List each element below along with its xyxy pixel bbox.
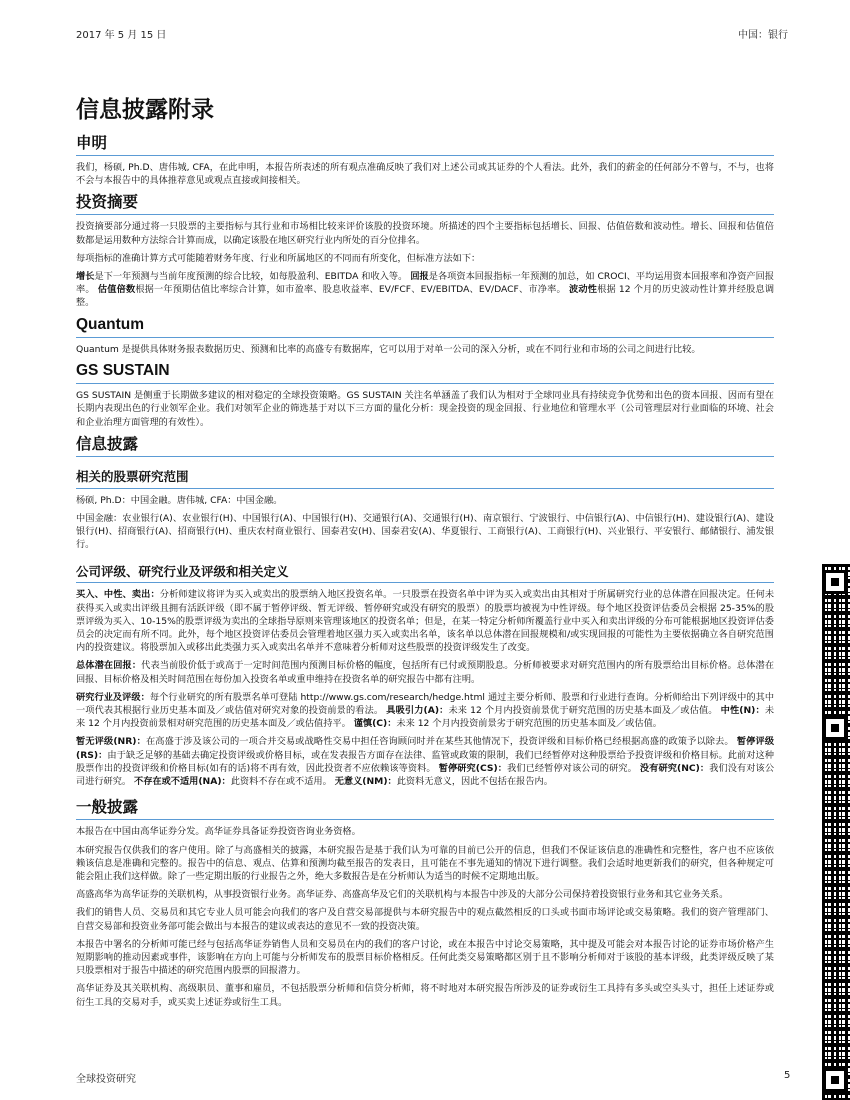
neutral-label: 中性(N)： [720, 705, 765, 717]
page-number: 5 [784, 1070, 791, 1081]
ratings-potential [76, 659, 774, 685]
valuation-text: 根据一年预期估值比率综合计算，如市盈率、股息收益率、EV/FCF、EV/EBITDA、EV/DACF、市净率。 [135, 284, 566, 296]
summary-paragraph-2: 每项指标的准确计算方式可能随着财务年度、行业和所属地区的不同而有所变化，但标准方法如下： [76, 252, 481, 264]
page-title: 信息披露附录 [76, 97, 214, 123]
sustain-text: GS SUSTAIN 是侧重于长期做多建议的相对稳定的全球投资策略。GS SUSTAIN 关注名单涵盖了我们认为相对于全球同业具有持续竞争优势和出色的资本回报、因而有望在长期内表现出色的行业领军企业。我们对领军企业的筛选基于对以下三方面的量化分析：现金投资的现金回报、行业地位和管理水平（公司管理层对行业面临的环境、社会和企业治理方面管理的有效性）。 [76, 390, 774, 428]
neutral-text: 未来 12 个月内投资前景相对研究范围的历史基本面及／或估值持平。 [76, 705, 775, 730]
summary-metrics [76, 270, 774, 310]
attractive-label: 具吸引力(A)： [386, 705, 449, 717]
attractive-text: 未来 12 个月内投资前景优于研究范围的历史基本面及／或估值。 [448, 705, 718, 717]
rs-label: 暂停评级(RS)： [76, 736, 775, 761]
growth-label: 增长 [76, 271, 95, 283]
coverage-stocks: 中国金融：农业银行(A)、农业银行(H)、中国银行(A)、中国银行(H)、交通银行(A)、交通银行(H)、南京银行、宁波银行、中信银行(A)、中信银行(H)、建设银行(A)、建设银行(H)、招商银行(A)、招商银行(H)、重庆农村商业银行、国泰君安(H)、国泰君安(A)、华夏银行、工商银行(A)、工商银行(H)、兴业银行、平安银行、邮储银行、浦发银行。 [76, 512, 774, 551]
quantum-heading: Quantum [76, 315, 774, 338]
return-label: 回报 [410, 271, 429, 283]
nc-label: 没有研究(NC)： [639, 762, 710, 774]
qr-finder-bottom [823, 1068, 847, 1092]
coverage-rating-label: 研究行业及评级： [76, 691, 150, 703]
na-label: 不存在或不适用(NA)： [134, 776, 231, 788]
general-heading: 一般披露 [76, 797, 774, 820]
na-text: 此资料不存在或不适用。 [230, 776, 332, 788]
header-date: 2017 年 5 月 15 日 [76, 30, 167, 41]
quantum-text: Quantum 是提供具体财务报表数据历史、预测和比率的高盛专有数据库，它可以用于对单一公司的深入分析，或在不同行业和市场的公司之间进行比较。 [76, 343, 701, 355]
disclosure-heading: 信息披露 [76, 434, 774, 457]
footer-label: 全球投资研究 [76, 1074, 136, 1085]
rs-text: 由于缺乏足够的基础去确定投资评级或价格目标，或在发表报告方面存在法律、监管或政策的限制，我们已经暂停对这种股票给予投资评级和价格目标。此前对这种股票作出的投资评级和价格目标(如有的话)将不再有效，因此投资者不应依赖该等资料。 [76, 749, 774, 774]
disclaimer-heading: 申明 [76, 133, 774, 156]
coverage-rating-text: 每个行业研究的所有股票名单可登陆 http://www.gs.com/research/hedge.html 通过主要分析师、股票和行业进行查询。分析师给出下列评级中的其中一项代表其根据行业历史基本面及／或估值对研究对象的投资前景的看法。 [76, 691, 775, 717]
general-paragraph-1: 本报告在中国由高华证券分发。高华证券具备证券投资咨询业务资格。 [76, 826, 361, 838]
coverage-heading: 相关的股票研究范围 [76, 469, 774, 489]
disclaimer-text: 我们，杨硕, Ph.D、唐伟城, CFA，在此申明，本报告所表述的所有观点准确反映了我们对上述公司或其证券的个人看法。此外，我们的薪金的任何部分不曾与，不与，也将不会与本报告中的具体推荐意见或观点直接或间接相关。 [76, 161, 774, 187]
cautious-text: 未来 12 个月内投资前景劣于研究范围的历史基本面及／或估值。 [396, 718, 662, 730]
potential-label: 总体潜在回报： [76, 660, 142, 672]
cs-text: 我们已经暂停对该公司的研究。 [507, 762, 637, 774]
ratings-coverage [76, 691, 774, 731]
return-text: 是各项资本回报指标一年预测的加总，如 CROCI、平均运用资本回报率和净资产回报率。 [76, 271, 775, 296]
valuation-label: 估值倍数 [97, 284, 136, 296]
general-paragraph-3: 高盛高华为高华证券的关联机构，从事投资银行业务。高华证券、高盛高华及它们的关联机构与本报告中涉及的大部分公司保持着投资银行业务和其它业务关系。 [76, 889, 729, 901]
nm-label: 无意义(NM)： [334, 776, 397, 788]
general-paragraph-5: 本报告中署名的分析师可能已经与包括高华证券销售人员和交易员在内的我们的客户讨论，或在本报告中讨论交易策略，其中提及可能会对本报告讨论的证券市场价格产生短期影响的推动因素或事件，该影响在方向上可能与分析师发布的股票目标价格相反。任何此类交易策略都区别于且不影响分析师对于该股的基本评级，此类评级反映了某只股票相对于报告中描述的研究范围内股票的回报潜力。 [76, 938, 774, 977]
ratings-buy [76, 588, 774, 654]
nr-text: 在高盛于涉及该公司的一项合并交易或战略性交易中担任咨询顾问时并在某些其他情况下，投资评级和目标价格已经根据高盛的政策予以除去。 [145, 736, 734, 748]
nr-label: 暂无评级(NR)： [76, 736, 146, 748]
volatility-label: 波动性 [568, 284, 598, 296]
qr-code-strip [822, 564, 850, 1100]
general-paragraph-6: 高华证券及其关联机构、高级职员、董事和雇员，不包括股票分析师和信贷分析师，将不时地对本研究报告所涉及的证券或衍生工具持有多头或空头头寸，担任上述证券或衍生工具的交易对手，或买卖上述证券或衍生工具。 [76, 983, 774, 1008]
page-content [76, 96, 774, 1014]
buy-text: 分析师建议将评为买入或卖出的股票纳入地区投资名单。一只股票在投资名单中评为买入或卖出由其相对于所属研究行业的总体潜在回报决定。任何未获得买入或卖出评级且拥有活跃评级（即不属于暂停评级、暂无评级、暂停研究或没有研究的股票）的股票均被视为中性评级。每个地区投资评估委员会根据 25-35%的股票评级为买入、10-15%的股票评级为卖出的全球指导原则来管理该地区的投资名单；但是，在某一特定分析师所覆盖行业中买入和卖出评级的分布可能根据地区投资评估委员会的决定而有所不同。此外，每个地区投资评估委员会管理着地区强力买入或卖出名单，该名单以总体潜在回报规模和/或实现回报的可能性为主要依据确立各自研究范围内的投资建议。将股票加入或移出此类强力买入或卖出名单并不意味着分析师对这些股票的投资评级发生了改变。 [76, 589, 775, 654]
volatility-text: 根据 12 个月的历史波动性计算并经股息调整。 [76, 284, 775, 309]
ratings-other [76, 735, 774, 788]
summary-paragraph-1: 投资摘要部分通过将一只股票的主要指标与其行业和市场相比较来评价该股的投资环境。所描述的四个主要指标包括增长、回报、估值倍数和波动性。增长、回报和估值倍数都是运用数种方法综合计算而成，以确定该股在地区研究行业内所处的百分位排名。 [76, 221, 774, 246]
qr-finder-top [823, 570, 847, 594]
ratings-heading: 公司评级、研究行业及评级和相关定义 [76, 564, 774, 584]
cs-label: 暂停研究(CS)： [438, 762, 508, 774]
summary-heading: 投资摘要 [76, 192, 774, 215]
buy-label: 买入、中性、卖出： [76, 589, 160, 601]
general-paragraph-4: 我们的销售人员、交易员和其它专业人员可能会向我们的客户及自营交易部提供与本研究报告中的观点截然相反的口头或书面市场评论或交易策略。我们的资产管理部门、自营交易部和投资业务部可能会做出与本报告的建议或表达的意见不一致的投资决策。 [76, 907, 774, 932]
qr-finder-middle [823, 716, 847, 740]
sustain-heading: GS SUSTAIN [76, 361, 774, 384]
general-paragraph-2: 本研究报告仅供我们的客户使用。除了与高盛相关的披露，本研究报告是基于我们认为可靠的目前已公开的信息，但我们不保证该信息的准确性和完整性，客户也不应该依赖该信息是准确和完整的。报告中的信息、观点、估算和预测均截至报告的发表日，且可能在不事先通知的情况下进行调整。我们会适时地更新我们的研究，但各种规定可能会阻止我们这样做。除了一些定期出版的行业报告之外，绝大多数报告是在分析师认为适当的时候不定期地出版。 [76, 844, 774, 883]
potential-text: 代表当前股价低于或高于一定时间范围内预测目标价格的幅度，包括所有已付或预期股息。分析师被要求对研究范围内的所有股票给出目标价格。总体潜在回报、目标价格及相关时间范围在每份加入投资名单或重申维持在投资名单的研究报告中都有注明。 [76, 660, 775, 685]
coverage-analysts: 杨硕, Ph.D：中国金融。唐伟城, CFA：中国金融。 [76, 494, 283, 506]
growth-text: 是下一年预测与当前年度预测的综合比较，如每股盈利、EBITDA 和收入等。 [94, 271, 408, 283]
nc-text: 我们没有对该公司进行研究。 [76, 762, 775, 788]
header-region: 中国：银行 [738, 30, 788, 41]
nm-text: 此资料无意义，因此不包括在报告内。 [396, 776, 553, 788]
cautious-label: 谨慎(C)： [353, 718, 397, 730]
